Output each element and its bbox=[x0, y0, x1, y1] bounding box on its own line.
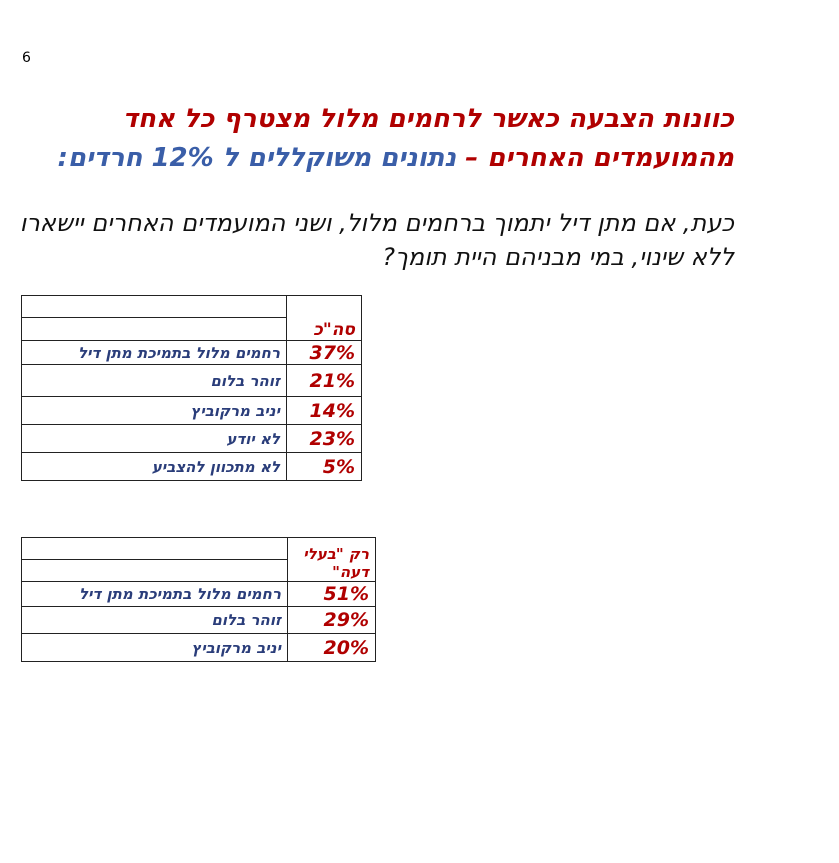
table1-header: סה"כ bbox=[287, 296, 362, 341]
table-row bbox=[22, 341, 362, 365]
table1-header-blank bbox=[22, 296, 287, 318]
title-line-2-red: מהמועמדים האחרים – bbox=[465, 143, 734, 173]
title-line-2-blue: נתונים משוקללים ל 12% חרדים: bbox=[57, 143, 457, 173]
table1-pct: 21% bbox=[287, 365, 362, 397]
table2-pct: 20% bbox=[288, 634, 376, 662]
table1-label: רחמים מלול בתמיכת מתן דיל bbox=[22, 341, 287, 365]
title-line-1: כוונות הצבעה כאשר לרחמים מלול מצטרף כל אחד bbox=[122, 104, 734, 134]
table1-label: יניב מרקוביץ bbox=[22, 397, 287, 425]
table-row bbox=[22, 607, 376, 634]
table1-pct: 5% bbox=[287, 453, 362, 481]
table2-header: רק "בעלי דעה" bbox=[288, 538, 376, 582]
page-number: 6 bbox=[22, 50, 31, 66]
results-table-decided bbox=[21, 537, 376, 662]
table1-header-blank bbox=[22, 318, 287, 341]
title-line-2 bbox=[57, 143, 734, 173]
results-table-total bbox=[21, 295, 362, 481]
table-row bbox=[22, 634, 376, 662]
table2-label: זוהר בלום bbox=[22, 607, 288, 634]
table1-label: זוהר בלום bbox=[22, 365, 287, 397]
table1-label: לא יודע bbox=[22, 425, 287, 453]
table1-pct: 23% bbox=[287, 425, 362, 453]
table-row bbox=[22, 582, 376, 607]
table-row bbox=[22, 365, 362, 397]
table2-header-blank bbox=[22, 538, 288, 560]
table1-pct: 14% bbox=[287, 397, 362, 425]
table2-pct: 51% bbox=[288, 582, 376, 607]
table2-label: יניב מרקוביץ bbox=[22, 634, 288, 662]
survey-question: כעת, אם מתן דיל יתמוך ברחמים מלול, ושני המועמדים האחרים יישארו ללא שינוי, במי מבניהם היית תומך? bbox=[19, 209, 734, 271]
table2-label: רחמים מלול בתמיכת מתן דיל bbox=[22, 582, 288, 607]
table1-label: לא מתכוון להצביע bbox=[22, 453, 287, 481]
table-row bbox=[22, 425, 362, 453]
table2-header-blank bbox=[22, 560, 288, 582]
table-row bbox=[22, 397, 362, 425]
table-row bbox=[22, 453, 362, 481]
table1-pct: 37% bbox=[287, 341, 362, 365]
table2-pct: 29% bbox=[288, 607, 376, 634]
